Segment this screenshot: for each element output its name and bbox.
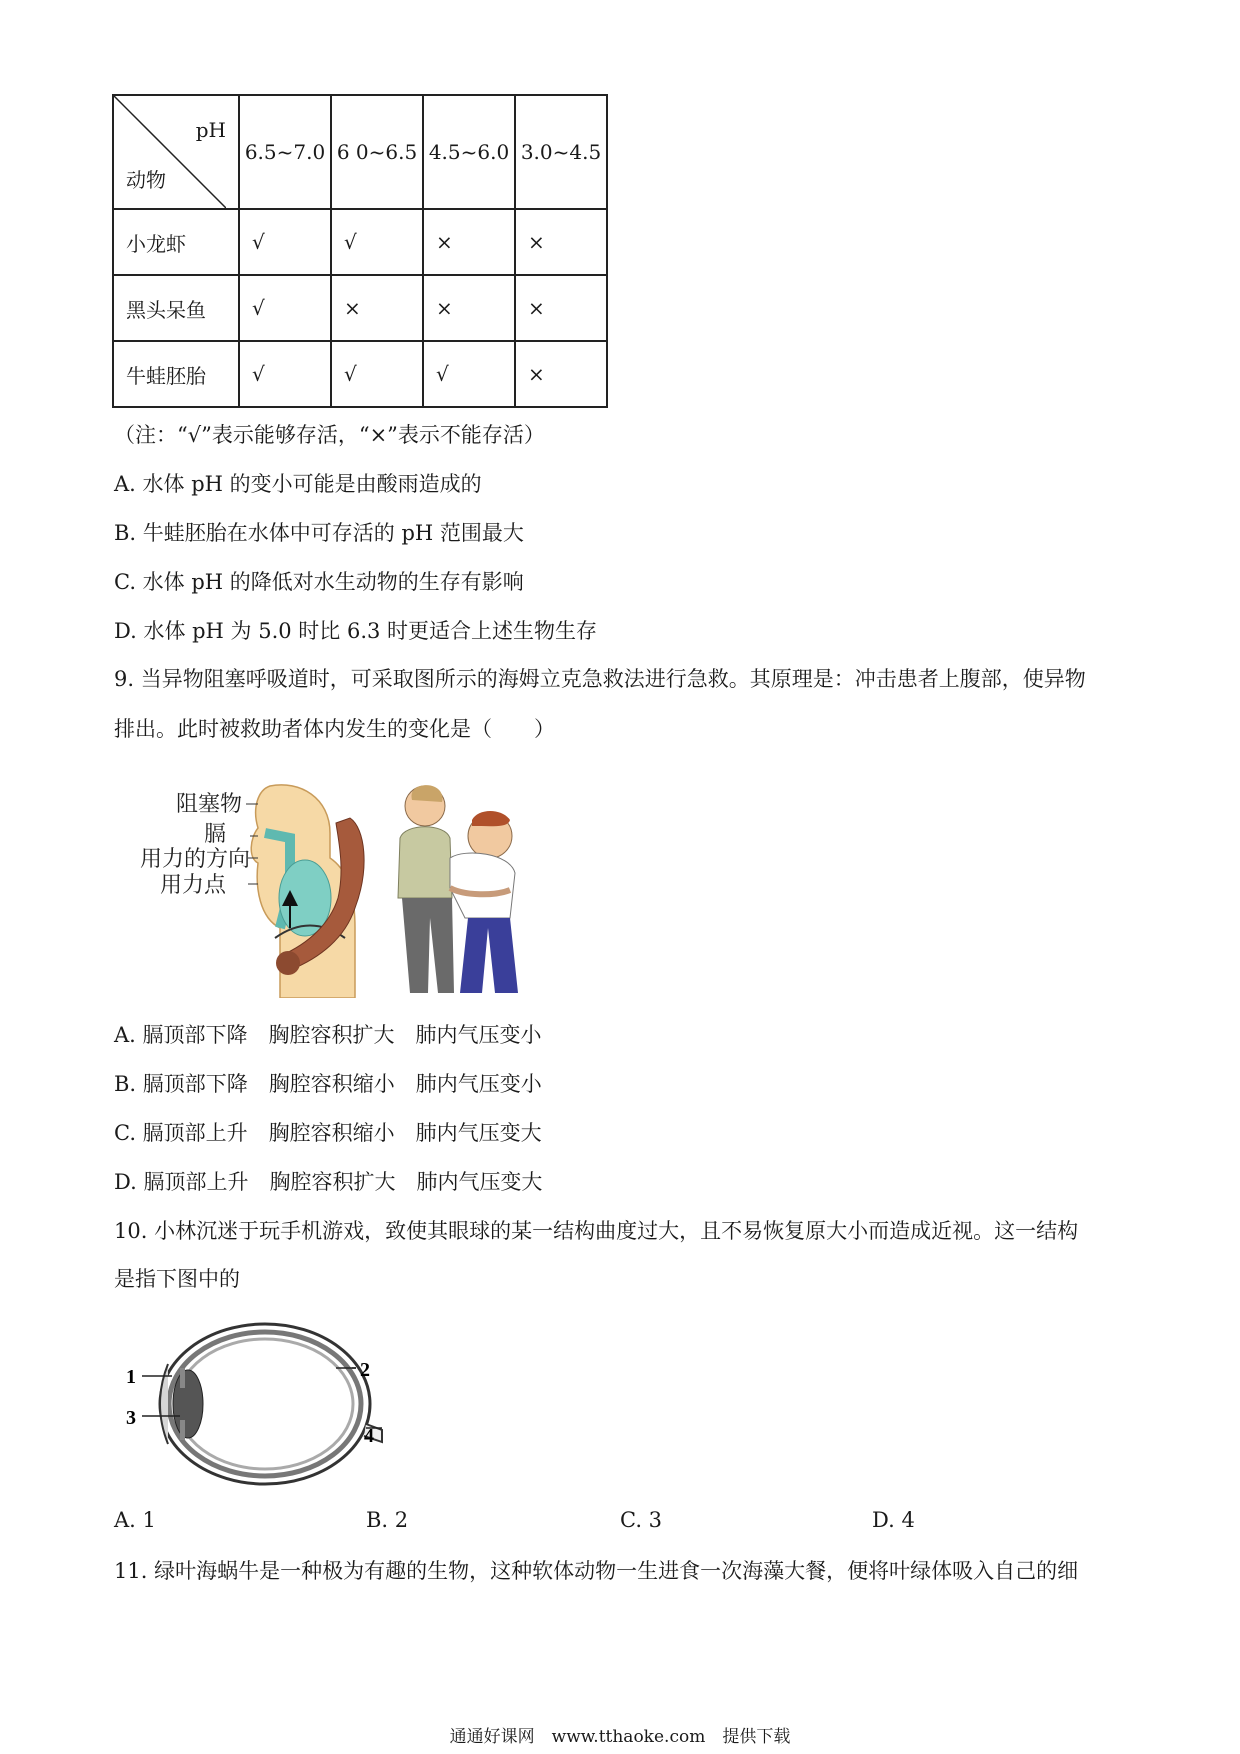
q10-stem-line1: 10. 小林沉迷于玩手机游戏，致使其眼球的某一结构曲度过大，且不易恢复原大小而造成近视。这一结构 [114, 1219, 1079, 1243]
survival-mark: × [515, 209, 607, 275]
q8-option-a: A. 水体 pH 的变小可能是由酸雨造成的 [114, 472, 482, 496]
q9-stem-line1: 9. 当异物阻塞呼吸道时，可采取图所示的海姆立克急救法进行急救。其原理是：冲击患者上腹部，使异物 [114, 667, 1086, 691]
q10-option-b: B. 2 [366, 1508, 409, 1532]
q9-option-a: A. 膈顶部下降 胸腔容积扩大 肺内气压变小 [114, 1023, 542, 1047]
iris-lower [180, 1420, 185, 1440]
survival-mark: √ [239, 275, 331, 341]
table-row [113, 341, 607, 407]
corner-animal-label: 动物 [126, 168, 166, 192]
q9-option-d: D. 膈顶部上升 胸腔容积扩大 肺内气压变大 [114, 1170, 543, 1194]
survival-mark: √ [239, 341, 331, 407]
survival-mark: × [423, 275, 515, 341]
survival-mark: × [515, 275, 607, 341]
figure-label-obstruction: 阻塞物 [176, 792, 243, 817]
ph-range-header: 4.5~6.0 [423, 95, 515, 209]
animal-name: 牛蛙胚胎 [113, 341, 239, 407]
q8-option-b: B. 牛蛙胚胎在水体中可存活的 pH 范围最大 [114, 521, 524, 545]
eye-label-3: 3 [126, 1407, 136, 1429]
rescuer-fist-shape [276, 951, 300, 975]
eye-label-4: 4 [364, 1425, 374, 1447]
iris-upper [180, 1368, 185, 1388]
q9-option-b: B. 膈顶部下降 胸腔容积缩小 肺内气压变小 [114, 1072, 542, 1096]
survival-mark: √ [423, 341, 515, 407]
animal-name: 黑头呆鱼 [113, 275, 239, 341]
q10-stem-line2: 是指下图中的 [114, 1267, 240, 1291]
table-corner-cell [113, 95, 239, 209]
eye-label-2: 2 [360, 1359, 370, 1381]
corner-ph-label: pH [195, 118, 226, 142]
animal-name: 小龙虾 [113, 209, 239, 275]
page-footer: 通通好课网 www.tthaoke.com 提供下载 [449, 1727, 791, 1747]
survival-mark: √ [239, 209, 331, 275]
ph-range-header: 6 0~6.5 [331, 95, 423, 209]
survival-mark: × [515, 341, 607, 407]
q11-stem-line1: 11. 绿叶海蜗牛是一种极为有趣的生物，这种软体动物一生进食一次海藻大餐，便将叶绿体吸入自己的细 [114, 1559, 1079, 1583]
table-row [113, 275, 607, 341]
q8-option-d: D. 水体 pH 为 5.0 时比 6.3 时更适合上述生物生存 [114, 619, 598, 643]
table-header-row [113, 95, 607, 209]
survival-mark: √ [331, 209, 423, 275]
survival-mark: √ [331, 341, 423, 407]
survival-mark: × [423, 209, 515, 275]
q8-option-c: C. 水体 pH 的降低对水生动物的生存有影响 [114, 570, 524, 594]
q9-option-c: C. 膈顶部上升 胸腔容积缩小 肺内气压变大 [114, 1121, 542, 1145]
table-row [113, 209, 607, 275]
heimlich-figure [140, 778, 530, 998]
lens-shape [173, 1370, 203, 1438]
q10-option-a: A. 1 [114, 1508, 156, 1532]
heimlich-standing-illustration [398, 785, 518, 993]
q10-option-c: C. 3 [620, 1508, 663, 1532]
ph-range-header: 3.0~4.5 [515, 95, 607, 209]
survival-mark: × [331, 275, 423, 341]
figure-label-force-direction: 用力的方向 [140, 847, 251, 872]
figure-label-force-point: 用力点 [160, 873, 227, 898]
eye-label-1: 1 [126, 1366, 136, 1388]
q9-stem-line2: 排出。此时被救助者体内发生的变化是（ ） [114, 717, 555, 741]
figure-label-diaphragm: 膈 [204, 822, 227, 847]
eyeball-diagram [120, 1318, 400, 1490]
ph-range-header: 6.5~7.0 [239, 95, 331, 209]
q10-option-d: D. 4 [872, 1508, 915, 1532]
table-note: （注：“√”表示能够存活，“×”表示不能存活） [114, 423, 545, 447]
ph-survival-table [112, 94, 608, 408]
